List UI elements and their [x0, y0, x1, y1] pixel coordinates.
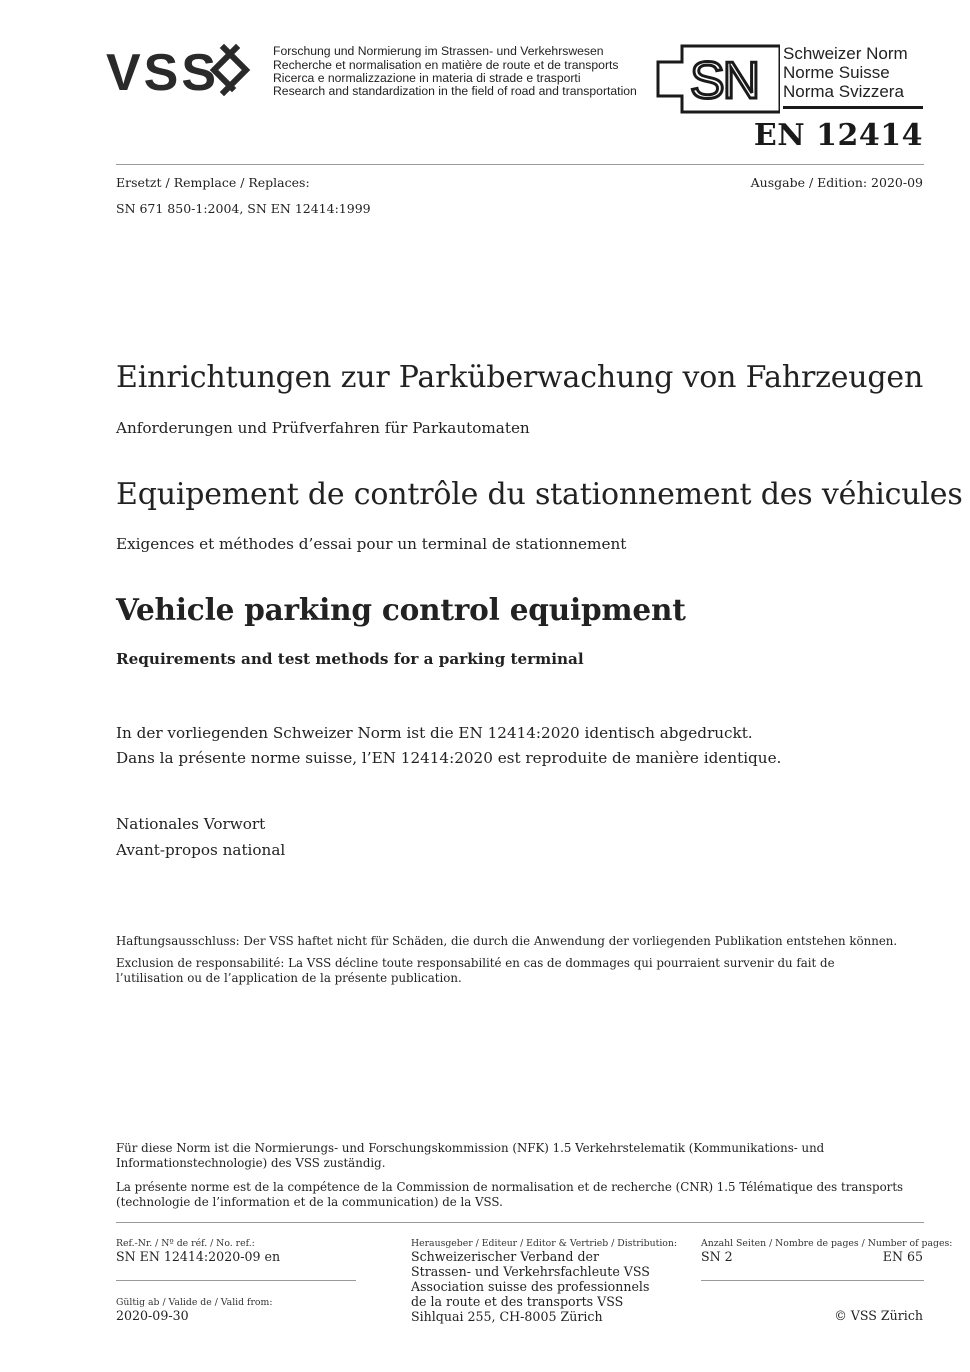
vss-tagline-de: Forschung und Normierung im Strassen- und Verkehrswesen	[273, 44, 604, 58]
valid-value: 2020-09-30	[116, 1308, 189, 1323]
disclaimer-fr: Exclusion de responsabilité: La VSS décline toute responsabilité en cas de dommages qui pourraient survenir du fait de l’utilisation ou de l’application de la présente publication.	[116, 956, 835, 985]
vss-logo-text: VSS	[106, 44, 220, 100]
vss-tagline-fr: Recherche et normalisation en matière de route et de transports	[273, 58, 619, 72]
committee-de: Für diese Norm ist die Normierungs- und Forschungskommission (NFK) 1.5 Verkehrstelematik (Kommunikations- und Informationstechnologie) des VSS zuständig.	[116, 1141, 825, 1170]
copyright: © VSS Zürich	[834, 1308, 923, 1323]
title-de: Einrichtungen zur Parküberwachung von Fahrzeugen	[116, 360, 924, 395]
committee-fr: La présente norme est de la compétence de la Commission de normalisation et de recherche (CNR) 1.5 Télématique des transports (technologie de l’information et de la communication) de la VSS.	[116, 1180, 904, 1209]
footer-col1-divider	[116, 1280, 356, 1281]
pages-sn: SN 2	[701, 1249, 733, 1264]
publisher-label: Herausgeber / Editeur / Editor & Vertrieb / Distribution:	[411, 1238, 678, 1249]
vss-tagline-it: Ricerca e normalizzazione in materia di strade e trasporti	[273, 71, 581, 85]
footer-col3-divider	[701, 1280, 924, 1281]
subtitle-de: Anforderungen und Prüfverfahren für Parkautomaten	[116, 419, 530, 437]
pages-label: Anzahl Seiten / Nombre de pages / Number of pages:	[701, 1238, 953, 1249]
valid-label: Gültig ab / Valide de / Valid from:	[116, 1297, 273, 1308]
sn-line-de: Schweizer Norm	[783, 44, 908, 63]
publisher-line: de la route et des transports VSS	[411, 1294, 624, 1309]
ref-value: SN EN 12414:2020-09 en	[116, 1249, 281, 1264]
publisher-line: Sihlquai 255, CH-8005 Zürich	[411, 1309, 603, 1324]
title-en: Vehicle parking control equipment	[116, 592, 686, 627]
vss-logo	[106, 40, 266, 100]
pages-en: EN 65	[882, 1249, 923, 1264]
subtitle-en: Requirements and test methods for a parking terminal	[116, 650, 584, 668]
replaces-label: Ersetzt / Remplace / Replaces:	[116, 175, 310, 190]
document-number: EN 12414	[753, 118, 923, 153]
replaces-value: SN 671 850-1:2004, SN EN 12414:1999	[116, 201, 371, 216]
identity-de: In der vorliegenden Schweizer Norm ist die EN 12414:2020 identisch abgedruckt.	[116, 724, 753, 742]
title-fr: Equipement de contrôle du stationnement des véhicules	[116, 477, 963, 512]
foreword-fr: Avant-propos national	[116, 841, 286, 859]
publisher-line: Schweizerischer Verband der	[411, 1249, 599, 1264]
sn-logo	[656, 44, 780, 114]
publisher-line: Strassen- und Verkehrsfachleute VSS	[411, 1264, 650, 1279]
footer-divider	[116, 1222, 924, 1223]
vss-tagline-en: Research and standardization in the field of road and transportation	[273, 84, 637, 98]
edition-label: Ausgabe / Edition: 2020-09	[750, 175, 923, 190]
identity-fr: Dans la présente norme suisse, l’EN 12414:2020 est reproduite de manière identique.	[116, 749, 782, 767]
ref-label: Ref.-Nr. / Nº de réf. / No. ref.:	[116, 1238, 255, 1249]
sn-line-fr: Norme Suisse	[783, 63, 890, 82]
subtitle-fr: Exigences et méthodes d’essai pour un terminal de stationnement	[116, 535, 627, 553]
publisher-line: Association suisse des professionnels	[411, 1279, 650, 1294]
sn-line-it: Norma Svizzera	[783, 82, 904, 101]
sn-underline	[783, 106, 923, 109]
foreword-de: Nationales Vorwort	[116, 815, 266, 833]
header-divider	[116, 164, 924, 165]
sn-logo-text: SN	[690, 52, 759, 110]
disclaimer-de: Haftungsausschluss: Der VSS haftet nicht für Schäden, die durch die Anwendung der vorliegenden Publikation entstehen können.	[116, 934, 898, 948]
